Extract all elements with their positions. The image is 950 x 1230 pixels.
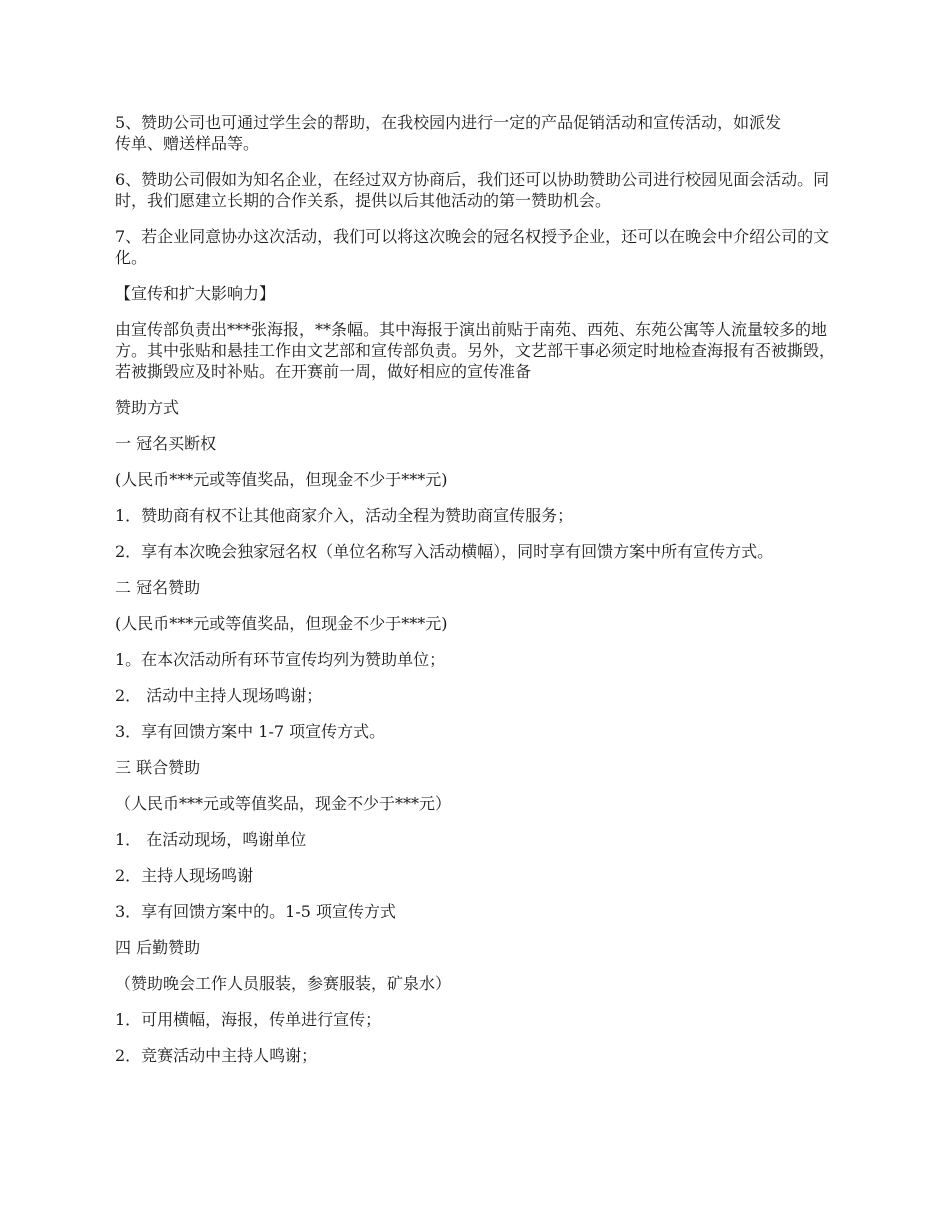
section-heading-publicity: 【宣传和扩大影响力】 — [115, 284, 276, 303]
list-item-joint-sponsor-3: 3．享有回馈方案中的。1-5 项宣传方式 — [115, 902, 397, 921]
list-item-logistics-sponsor-2: 2．竞赛活动中主持人鸣谢； — [115, 1046, 318, 1065]
price-note-title-buyout: (人民币***元或等值奖品，但现金不少于***元) — [115, 470, 448, 489]
list-item-title-sponsor-2: 2． 活动中主持人现场鸣谢； — [115, 686, 323, 705]
subheading-title-sponsor: 二 冠名赞助 — [115, 578, 201, 597]
subheading-joint-sponsor: 三 联合赞助 — [115, 758, 201, 777]
paragraph-item-5: 5、赞助公司也可通过学生会的帮助，在我校园内进行一定的产品促销活动和宣传活动，如派发 传单、赠送样品等。 — [115, 113, 782, 153]
subheading-logistics-sponsor: 四 后勤赞助 — [115, 938, 201, 957]
price-note-joint-sponsor: （人民币***元或等值奖品，现金不少于***元） — [115, 794, 452, 813]
list-item-joint-sponsor-1: 1． 在活动现场，鸣谢单位 — [115, 830, 307, 849]
section-heading-sponsorship: 赞助方式 — [115, 398, 180, 417]
list-item-logistics-sponsor-1: 1．可用横幅，海报，传单进行宣传； — [115, 1010, 382, 1029]
price-note-title-sponsor: (人民币***元或等值奖品，但现金不少于***元) — [115, 614, 448, 633]
paragraph-item-7: 7、若企业同意协办这次活动，我们可以将这次晚会的冠名权授予企业，还可以在晚会中介绍公司的文化。 — [115, 227, 830, 267]
subheading-title-buyout: 一 冠名买断权 — [115, 434, 217, 453]
paragraph-item-6: 6、赞助公司假如为知名企业，在经过双方协商后，我们还可以协助赞助公司进行校园见面会活动。同时，我们愿建立长期的合作关系，提供以后其他活动的第一赞助机会。 — [115, 170, 830, 210]
list-item-buyout-2: 2．享有本次晚会独家冠名权（单位名称写入活动横幅），同时享有回馈方案中所有宣传方式。 — [115, 542, 774, 561]
list-item-title-sponsor-3: 3．享有回馈方案中 1-7 项宣传方式。 — [115, 722, 386, 741]
list-item-buyout-1: 1．赞助商有权不让其他商家介入，活动全程为赞助商宣传服务； — [115, 506, 574, 525]
list-item-title-sponsor-1: 1。在本次活动所有环节宣传均列为赞助单位； — [115, 650, 446, 669]
note-logistics-sponsor: （赞助晚会工作人员服装，参赛服装，矿泉水） — [115, 974, 452, 993]
list-item-joint-sponsor-2: 2．主持人现场鸣谢 — [115, 866, 254, 885]
paragraph-publicity: 由宣传部负责出***张海报，**条幅。其中海报于演出前贴于南苑、西苑、东苑公寓等人流量较多的地方。其中张贴和悬挂工作由文艺部和宣传部负责。另外，文艺部干事必须定时地检查海报有否被撕毁，若被撕毁应及时补贴。在开赛前一周，做好相应的宣传准备 — [115, 320, 836, 381]
